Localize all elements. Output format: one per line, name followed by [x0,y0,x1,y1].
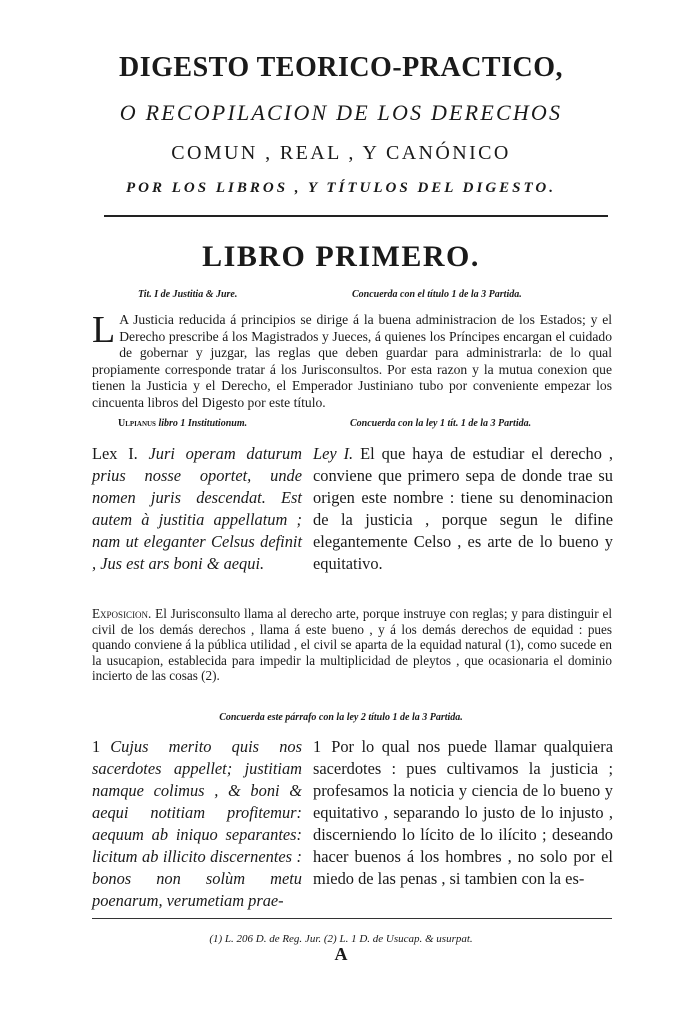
footnotes: (1) L. 206 D. de Reg. Jur. (2) L. 1 D. de Usucap. & usurpat. [209,933,473,945]
subtitle-2: COMUN , REAL , Y CANÓNICO [171,142,511,164]
section1-number-left: 1 [92,737,101,756]
reference-ley-right: Concuerda con la ley 1 tít. 1 de la 3 Partida. [350,418,532,429]
lex1-latin [92,443,302,575]
book-title: LIBRO PRIMERO. [202,240,480,273]
ley1-label: Ley I. [313,444,354,463]
drop-cap: L [92,309,116,351]
author-name: Ulpianus [118,418,156,429]
intro-text: A Justicia reducida á principios se dirige á la buena administracion de los Estados; y el Derecho prescribe á los Magistrados y Jueces, á quienes los Príncipes encargan el cuidado de gobernar y juzgar, las reglas que deben guardar para administrarla: de lo qual propiamente corresponde tratar á los Jurisconsultos. Por esta razon y la mutua conexion que tienen la Justicia y el Derecho, el Emperador Justiniano tubo por conveniente empezar los cincuenta libros del Digesto por este título. [92,312,612,410]
subtitle: O RECOPILACION DE LOS DERECHOS [119,100,563,125]
exposicion-paragraph [92,606,612,684]
section1-latin [92,736,302,912]
footnote-rule [92,918,612,919]
section1-spanish-text: Por lo qual nos puede llamar qualquiera sacerdotes : pues cultivamos la justicia ; profesamos la noticia y ciencia de lo bueno y equitativo , separando lo justo de lo injusto , discerniendo lo lícito de lo ilícito ; deseando hacer buenos á los hombres , no solo por el miedo de las penas , si tambien con la es- [313,737,613,888]
subtitle-3: POR LOS LIBROS , Y TÍTULOS DEL DIGESTO. [126,180,556,196]
reference-ulpianus [118,418,247,429]
exposicion-label: Exposicion. [92,606,152,621]
lex1-latin-text: Juri operam daturum prius nosse oportet, unde nomen juris descendat. Est autem à justitia appellatum ; nam ut eleganter Celsus definit , Jus est ars boni & aequi. [92,444,302,573]
concuerda-note: Concuerda este párrafo con la ley 2 título 1 de la 3 Partida. [219,712,463,723]
signature-mark: A [334,944,348,964]
reference-title-left: Tit. I de Justitia & Jure. [138,289,238,300]
main-title: DIGESTO TEORICO-PRACTICO, [119,52,563,83]
exposicion-text: El Jurisconsulto llama al derecho arte, porque instruye con reglas; y para distinguir el civil de los demás derechos , llama á este bueno , y á los demás derechos de equidad : pues quando conviene á la pública utilidad , el civil se aparta de la equidad natural (1), como sucede en la usucapion, establecida para impedir la multiplicidad de pleytos , que ocasionaria el dominio incierto de las cosas (2). [92,606,613,684]
section1-spanish [313,736,613,890]
ley1-spanish-text: El que haya de estudiar el derecho , conviene que primero sepa de donde trae su origen este nombre : tiene su denominacion de la justicia , porque segun le difine elegantemente Celso , es arte de lo bueno y equitativo. [313,444,613,573]
section1-latin-text: Cujus merito quis nos sacerdotes appellet; justitiam namque colimus , & boni & aequi notitiam profitemur: aequum ab iniquo separantes: licitum ab illicito discernentes : bonos non solùm metu poenarum, verumetiam prae- [92,737,302,910]
reference-ulpianus-source: libro 1 Institutionum. [158,418,248,429]
lex1-label: Lex I. [92,444,138,463]
lex1-spanish [313,443,613,575]
section1-number-right: 1 [313,737,322,756]
reference-title-right: Concuerda con el título 1 de la 3 Partida. [352,289,522,300]
intro-paragraph [92,309,612,412]
title-rule [104,215,608,217]
